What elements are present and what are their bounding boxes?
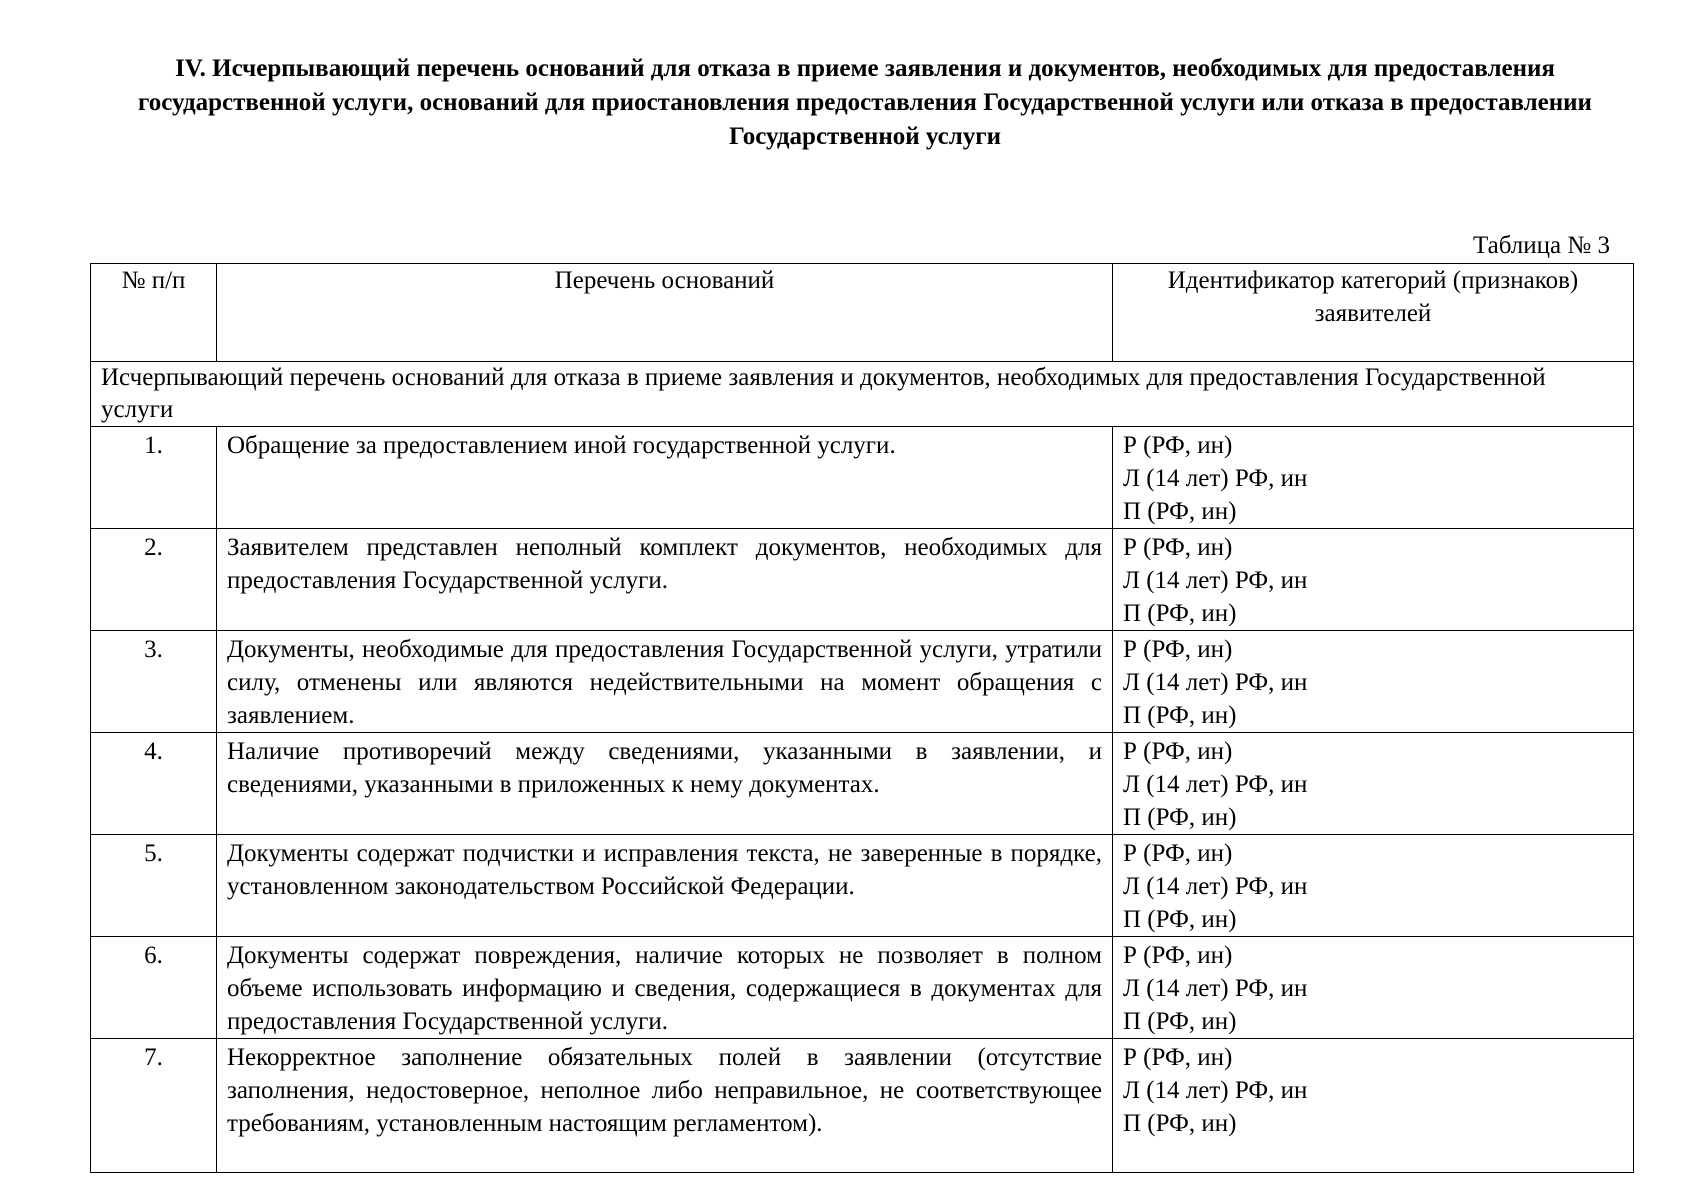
- grounds-table: [90, 263, 1634, 1173]
- identifier-line: Р (РФ, ин): [1123, 840, 1233, 867]
- table-row: [91, 835, 1634, 937]
- row-identifiers: [1113, 1039, 1634, 1173]
- identifier-line: П (РФ, ин): [1123, 702, 1237, 729]
- table-row: [91, 631, 1634, 733]
- row-num: 1.: [91, 427, 217, 529]
- table-row: [91, 529, 1634, 631]
- table-row: [91, 937, 1634, 1039]
- identifier-line: П (РФ, ин): [1123, 600, 1237, 627]
- header-num: № п/п: [91, 264, 217, 362]
- identifier-line: Р (РФ, ин): [1123, 738, 1233, 765]
- row-identifiers: [1113, 733, 1634, 835]
- table-row: [91, 427, 1634, 529]
- identifier-line: Л (14 лет) РФ, ин: [1123, 771, 1308, 798]
- section-row: [91, 362, 1634, 427]
- row-num: 3.: [91, 631, 217, 733]
- identifier-line: Л (14 лет) РФ, ин: [1123, 873, 1308, 900]
- header-identifier: Идентификатор категорий (признаков) заявителей: [1113, 264, 1634, 362]
- row-identifiers: [1113, 631, 1634, 733]
- row-text: Заявителем представлен неполный комплект документов, необходимых для предоставления Государственной услуги.: [217, 529, 1113, 631]
- row-num: 4.: [91, 733, 217, 835]
- row-text: Документы содержат повреждения, наличие которых не позволяет в полном объеме использовать информацию и сведения, содержащиеся в документах для предоставления Государственной услуги.: [217, 937, 1113, 1039]
- identifier-line: Л (14 лет) РФ, ин: [1123, 567, 1308, 594]
- identifier-line: Р (РФ, ин): [1123, 1044, 1233, 1071]
- page-title: IV. Исчерпывающий перечень оснований для отказа в приеме заявления и документов, необходимых для предоставления государственной услуги, оснований для приостановления предоставления Государственной услуги или отказа в предоставлении Государственной услуги: [138, 55, 1592, 150]
- identifier-line: Л (14 лет) РФ, ин: [1123, 975, 1308, 1002]
- row-num: 6.: [91, 937, 217, 1039]
- section-title: Исчерпывающий перечень оснований для отказа в приеме заявления и документов, необходимых для предоставления Государственной услуги: [91, 362, 1634, 427]
- table-header-row: [91, 264, 1634, 362]
- row-text: Документы, необходимые для предоставления Государственной услуги, утратили силу, отменены или являются недействительными на момент обращения с заявлением.: [217, 631, 1113, 733]
- identifier-line: П (РФ, ин): [1123, 1110, 1237, 1137]
- identifier-line: П (РФ, ин): [1123, 498, 1237, 525]
- row-text: Наличие противоречий между сведениями, указанными в заявлении, и сведениями, указанными в приложенных к нему документах.: [217, 733, 1113, 835]
- identifier-line: Л (14 лет) РФ, ин: [1123, 669, 1308, 696]
- row-num: 5.: [91, 835, 217, 937]
- row-text: Документы содержат подчистки и исправления текста, не заверенные в порядке, установленном законодательством Российской Федерации.: [217, 835, 1113, 937]
- header-reasons: Перечень оснований: [217, 264, 1113, 362]
- row-text: Некорректное заполнение обязательных полей в заявлении (отсутствие заполнения, недостоверное, неполное либо неправильное, не соответствующее требованиям, установленным настоящим регламентом).: [217, 1039, 1113, 1173]
- identifier-line: П (РФ, ин): [1123, 1008, 1237, 1035]
- row-identifiers: [1113, 937, 1634, 1039]
- identifier-line: П (РФ, ин): [1123, 804, 1237, 831]
- table-caption: Таблица № 3: [1472, 232, 1610, 259]
- row-num: 7.: [91, 1039, 217, 1173]
- identifier-line: Р (РФ, ин): [1123, 942, 1233, 969]
- identifier-line: П (РФ, ин): [1123, 906, 1237, 933]
- table-row: [91, 1039, 1634, 1173]
- row-identifiers: [1113, 529, 1634, 631]
- table-row: [91, 733, 1634, 835]
- identifier-line: Л (14 лет) РФ, ин: [1123, 465, 1308, 492]
- row-num: 2.: [91, 529, 217, 631]
- row-text: Обращение за предоставлением иной государственной услуги.: [217, 427, 1113, 529]
- identifier-line: Л (14 лет) РФ, ин: [1123, 1077, 1308, 1104]
- identifier-line: Р (РФ, ин): [1123, 534, 1233, 561]
- row-identifiers: [1113, 835, 1634, 937]
- row-identifiers: [1113, 427, 1634, 529]
- identifier-line: Р (РФ, ин): [1123, 432, 1233, 459]
- identifier-line: Р (РФ, ин): [1123, 636, 1233, 663]
